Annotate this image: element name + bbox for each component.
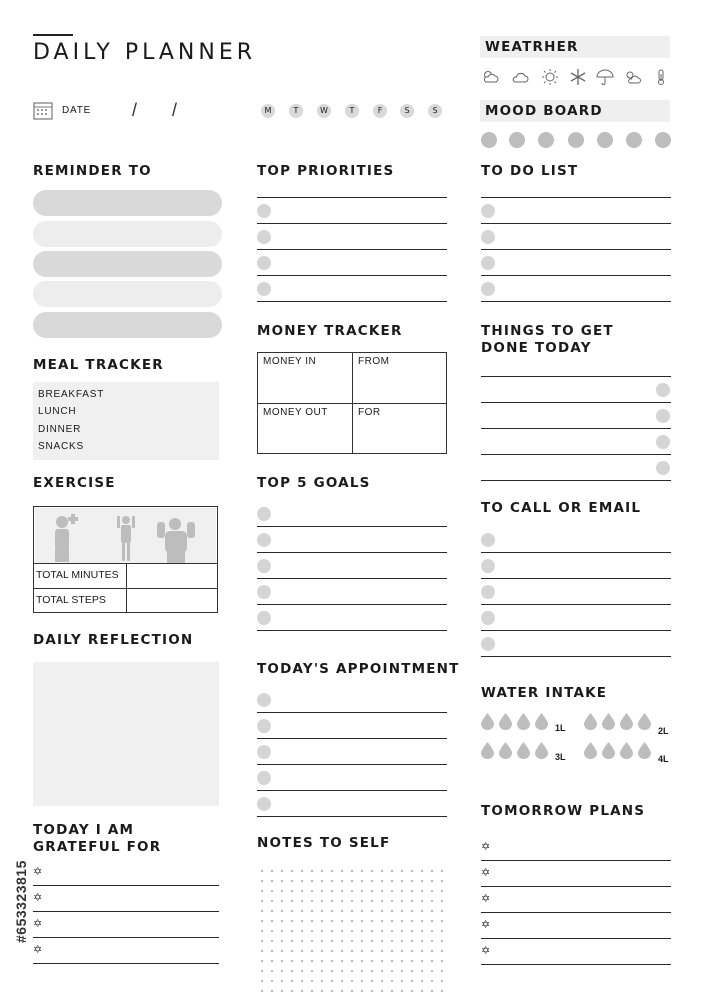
water-drop-icon[interactable] (499, 713, 512, 730)
weekday-sunday[interactable]: S (428, 104, 442, 118)
things-line[interactable] (481, 376, 671, 377)
checkbox-dot[interactable] (257, 256, 271, 270)
appointment-line[interactable] (257, 738, 447, 739)
checkbox-dot[interactable] (257, 611, 271, 625)
checkbox-dot[interactable] (481, 230, 495, 244)
todo-line[interactable] (481, 275, 671, 276)
star-bullet-icon: ✡ (481, 945, 491, 957)
from-label: FROM (358, 356, 390, 367)
weather-title: WEATRHER (485, 39, 579, 55)
reminder-title: REMINDER TO (33, 163, 152, 179)
checkbox-dot[interactable] (481, 533, 495, 547)
total-minutes-label: TOTAL MINUTES (36, 569, 119, 581)
tomorrow-line[interactable] (481, 860, 671, 861)
page-title: DAILY PLANNER (33, 40, 257, 65)
water-drop-icon[interactable] (602, 742, 615, 759)
call-line[interactable] (481, 578, 671, 579)
water-drop-icon[interactable] (499, 742, 512, 759)
neutral-face-icon[interactable] (538, 132, 554, 148)
todo-line[interactable] (481, 301, 671, 302)
weekday-monday[interactable]: M (261, 104, 275, 118)
appointment-line[interactable] (257, 790, 447, 791)
checkbox-dot[interactable] (481, 256, 495, 270)
grateful-line[interactable] (33, 963, 219, 964)
priority-line[interactable] (257, 249, 447, 250)
grateful-title-line2: GRATEFUL FOR (33, 839, 162, 855)
checkbox-dot[interactable] (257, 771, 271, 785)
money-table (257, 352, 447, 454)
checkbox-dot[interactable] (257, 533, 271, 547)
tomorrow-line[interactable] (481, 912, 671, 913)
water-drop-icon[interactable] (535, 742, 548, 759)
checkbox-dot[interactable] (481, 611, 495, 625)
grin-face-icon[interactable] (597, 132, 613, 148)
total-steps-label: TOTAL STEPS (36, 594, 106, 606)
priorities-title: TOP PRIORITIES (257, 163, 395, 179)
grateful-line[interactable] (33, 911, 219, 912)
grateful-title-line1: TODAY I AM (33, 822, 135, 838)
date-separator: / (172, 100, 178, 120)
reminder-row[interactable] (33, 312, 222, 338)
call-line[interactable] (481, 656, 671, 657)
checkbox-dot[interactable] (257, 797, 271, 811)
meal-title: MEAL TRACKER (33, 357, 164, 373)
call-line[interactable] (481, 630, 671, 631)
snowflake-icon[interactable] (569, 69, 587, 85)
partly-cloudy-icon[interactable] (481, 69, 499, 85)
water-drop-icon[interactable] (584, 713, 597, 730)
appointment-title: TODAY'S APPOINTMENT (257, 661, 460, 677)
exercise-box (33, 506, 218, 613)
money-in-cell[interactable] (258, 353, 353, 404)
reflection-title: DAILY REFLECTION (33, 632, 194, 648)
meal-item-dinner: DINNER (38, 424, 82, 435)
for-cell[interactable] (353, 404, 447, 454)
checkbox-dot[interactable] (656, 461, 670, 475)
water-drop-icon[interactable] (517, 742, 530, 759)
checkbox-dot[interactable] (481, 559, 495, 573)
calm-face-icon[interactable] (626, 132, 642, 148)
tomorrow-title: TOMORROW PLANS (481, 803, 646, 819)
sun-icon[interactable] (541, 69, 559, 85)
appointment-line[interactable] (257, 712, 447, 713)
water-label-4l: 4L (658, 754, 669, 764)
grateful-line[interactable] (33, 937, 219, 938)
smile-face-icon[interactable] (481, 132, 497, 148)
water-label-3l: 3L (555, 752, 566, 762)
water-drop-icon[interactable] (638, 713, 651, 730)
money-out-cell[interactable] (258, 404, 353, 454)
goal-line[interactable] (257, 630, 447, 631)
star-bullet-icon: ✡ (481, 867, 491, 879)
water-drop-icon[interactable] (481, 713, 494, 730)
checkbox-dot[interactable] (257, 507, 271, 521)
water-title: WATER INTAKE (481, 685, 608, 701)
things-line[interactable] (481, 428, 671, 429)
todo-line[interactable] (481, 249, 671, 250)
goal-line[interactable] (257, 604, 447, 605)
date-separator: / (132, 100, 138, 120)
weekday-saturday[interactable]: S (400, 104, 414, 118)
mood-title: MOOD BOARD (485, 103, 603, 119)
date-label: DATE (62, 105, 92, 116)
water-label-1l: 1L (555, 723, 566, 733)
water-drop-icon[interactable] (584, 742, 597, 759)
money-out-label: MONEY OUT (263, 407, 328, 418)
checkbox-dot[interactable] (257, 230, 271, 244)
reminder-row[interactable] (33, 251, 222, 277)
water-drop-icon[interactable] (602, 713, 615, 730)
checkbox-dot[interactable] (257, 204, 271, 218)
priority-line[interactable] (257, 301, 447, 302)
water-drop-icon[interactable] (620, 713, 633, 730)
star-bullet-icon: ✡ (481, 893, 491, 905)
weekday-wednesday[interactable]: W (317, 104, 331, 118)
notes-title: NOTES TO SELF (257, 835, 391, 851)
star-bullet-icon: ✡ (481, 841, 491, 853)
meal-item-breakfast: BREAKFAST (38, 389, 105, 400)
stock-id-watermark: #653323815 (13, 860, 29, 943)
sun-cloud-icon[interactable] (624, 69, 642, 85)
tomorrow-line[interactable] (481, 964, 671, 965)
goals-title: TOP 5 GOALS (257, 475, 371, 491)
tomorrow-line[interactable] (481, 886, 671, 887)
appointment-line[interactable] (257, 764, 447, 765)
date-field[interactable] (120, 100, 210, 120)
appointment-line[interactable] (257, 816, 447, 817)
water-drop-icon[interactable] (638, 742, 651, 759)
calendar-icon (33, 100, 53, 120)
todo-top-rule (481, 197, 671, 198)
goal-line[interactable] (257, 552, 447, 553)
total-steps-field[interactable] (126, 589, 218, 612)
checkbox-dot[interactable] (257, 693, 271, 707)
tomorrow-line[interactable] (481, 938, 671, 939)
water-drop-icon[interactable] (535, 713, 548, 730)
cloud-icon[interactable] (511, 69, 529, 85)
exercise-illustration (35, 508, 216, 563)
goal-line[interactable] (257, 526, 447, 527)
things-title-line2: DONE TODAY (481, 340, 592, 356)
reminder-row[interactable] (33, 190, 222, 216)
goal-line[interactable] (257, 578, 447, 579)
checkbox-dot[interactable] (257, 719, 271, 733)
things-line[interactable] (481, 480, 671, 481)
weekday-friday[interactable]: F (373, 104, 387, 118)
priority-line[interactable] (257, 275, 447, 276)
water-label-2l: 2L (658, 726, 669, 736)
call-line[interactable] (481, 552, 671, 553)
checkbox-dot[interactable] (481, 282, 495, 296)
exercise-title: EXERCISE (33, 475, 116, 491)
love-face-icon[interactable] (509, 132, 525, 148)
meal-item-snacks: SNACKS (38, 441, 84, 452)
thermometer-icon[interactable] (652, 69, 670, 85)
checkbox-dot[interactable] (481, 204, 495, 218)
from-cell[interactable] (353, 353, 447, 404)
star-bullet-icon: ✡ (481, 919, 491, 931)
things-line[interactable] (481, 454, 671, 455)
notes-dot-grid[interactable] (257, 866, 447, 994)
star-bullet-icon: ✡ (33, 866, 43, 878)
reflection-box[interactable] (33, 662, 219, 806)
priority-line[interactable] (257, 223, 447, 224)
money-in-label: MONEY IN (263, 356, 317, 367)
call-title: TO CALL OR EMAIL (481, 500, 642, 516)
water-drop-icon[interactable] (517, 713, 530, 730)
water-drop-icon[interactable] (620, 742, 633, 759)
priorities-top-rule (257, 197, 447, 198)
checkbox-dot[interactable] (257, 559, 271, 573)
star-bullet-icon: ✡ (33, 918, 43, 930)
sad-face-icon[interactable] (568, 132, 584, 148)
meal-item-lunch: LUNCH (38, 406, 77, 417)
total-minutes-field[interactable] (126, 564, 218, 588)
checkbox-dot[interactable] (257, 745, 271, 759)
reminder-row[interactable] (33, 281, 222, 307)
checkbox-dot[interactable] (257, 282, 271, 296)
checkbox-dot[interactable] (257, 585, 271, 599)
grateful-line[interactable] (33, 885, 219, 886)
money-title: MONEY TRACKER (257, 323, 403, 339)
water-drop-icon[interactable] (481, 742, 494, 759)
star-bullet-icon: ✡ (33, 944, 43, 956)
checkbox-dot[interactable] (656, 435, 670, 449)
todo-line[interactable] (481, 223, 671, 224)
call-line[interactable] (481, 604, 671, 605)
weekday-thursday[interactable]: T (345, 104, 359, 118)
checkbox-dot[interactable] (656, 409, 670, 423)
reminder-row[interactable] (33, 221, 222, 247)
checkbox-dot[interactable] (656, 383, 670, 397)
title-rule (33, 34, 73, 36)
checkbox-dot[interactable] (481, 585, 495, 599)
for-label: FOR (358, 407, 381, 418)
weekday-tuesday[interactable]: T (289, 104, 303, 118)
todo-title: TO DO LIST (481, 163, 579, 179)
checkbox-dot[interactable] (481, 637, 495, 651)
umbrella-icon[interactable] (596, 69, 614, 85)
things-title-line1: THINGS TO GET (481, 323, 614, 339)
angry-face-icon[interactable] (655, 132, 671, 148)
star-bullet-icon: ✡ (33, 892, 43, 904)
things-line[interactable] (481, 402, 671, 403)
